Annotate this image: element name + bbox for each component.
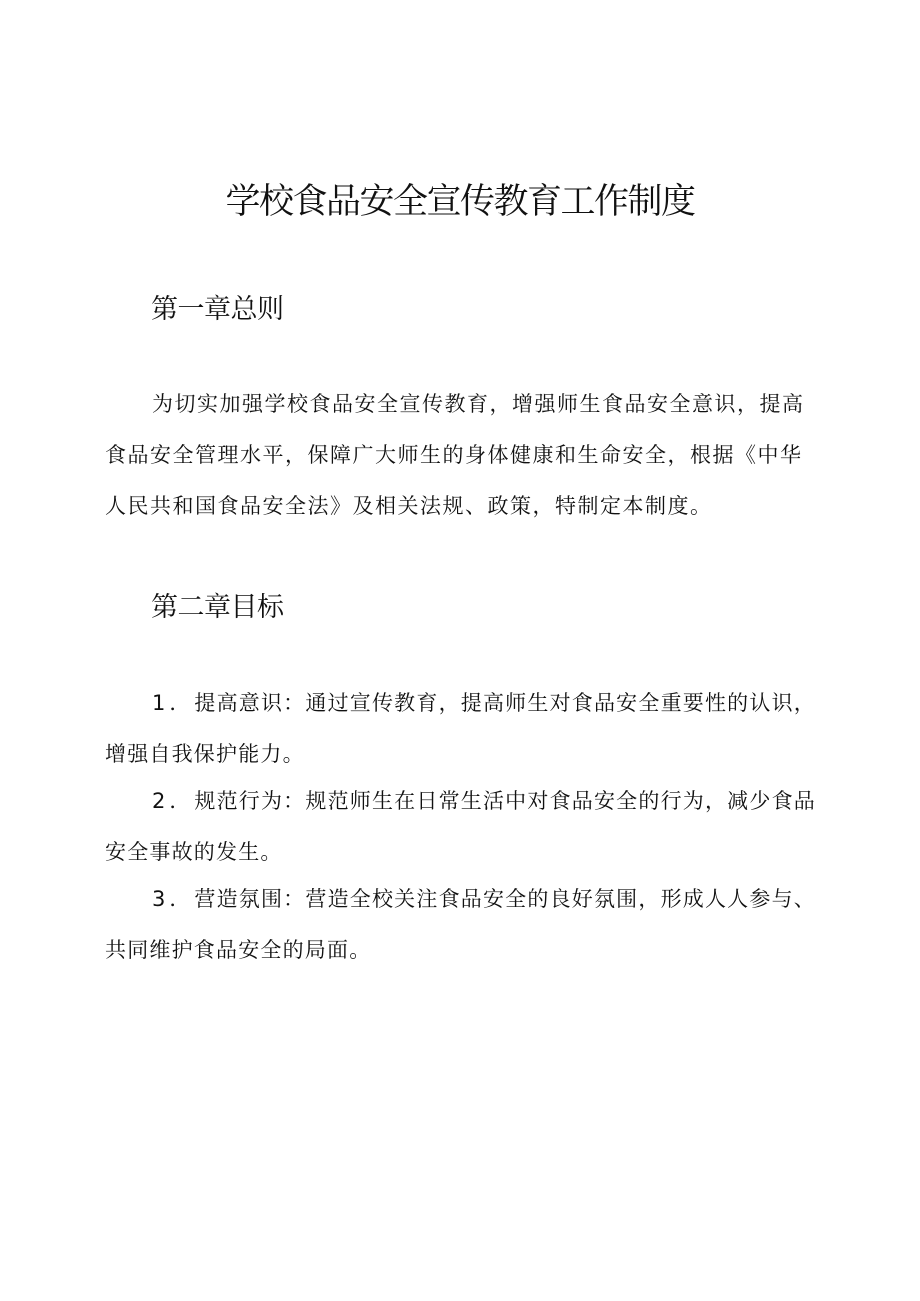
goal-item-2-number: 2． [152, 789, 195, 813]
goal-item-1-text: 提高意识：通过宣传教育，提高师生对食品安全重要性的认识，增强自我保护能力。 [105, 691, 816, 766]
goal-item-3-text: 营造氛围：营造全校关注食品安全的良好氛围，形成人人参与、共同维护食品安全的局面。 [105, 887, 816, 962]
chapter-1-heading: 第一章总则 [151, 294, 284, 325]
goal-item-1-number: 1． [152, 691, 195, 715]
document-title: 学校食品安全宣传教育工作制度 [225, 182, 695, 222]
goal-item-1 [105, 678, 821, 780]
goal-item-2 [105, 776, 821, 878]
chapter-2-heading: 第二章目标 [151, 592, 284, 623]
chapter-1-paragraph: 为切实加强学校食品安全宣传教育，增强师生食品安全意识，提高食品安全管理水平，保障广大师生的身体健康和生命安全，根据《中华人民共和国食品安全法》及相关法规、政策，特制定本制度。 [105, 392, 805, 518]
goal-item-3 [105, 874, 821, 976]
goal-item-2-text: 规范行为：规范师生在日常生活中对食品安全的行为，减少食品安全事故的发生。 [105, 789, 816, 864]
goal-item-3-number: 3． [152, 887, 195, 911]
